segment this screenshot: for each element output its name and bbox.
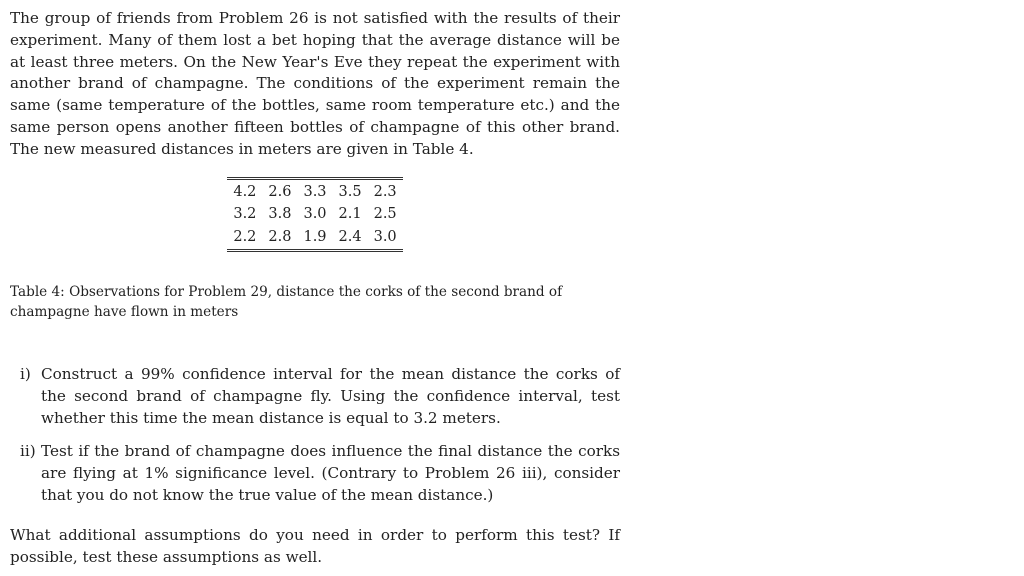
table-cell: 3.0 xyxy=(373,228,397,245)
intro-paragraph: The group of friends from Problem 26 is not satisfied with the results of their experiment. Many of them lost a bet hoping that the average distance will be at least three meters. On the New Year's Eve they repeat the experiment with another brand of champagne. The conditions of the experiment remain the same (same temperature of the bottles, same room temperature etc.) and the same person opens another fifteen bottles of champagne of this other brand. The new measured distances in meters are given in Table 4. xyxy=(10,9,620,158)
question-list xyxy=(10,364,620,507)
table-row xyxy=(227,203,402,226)
table-cell: 2.3 xyxy=(373,183,397,200)
table-cell: 2.8 xyxy=(268,228,292,245)
document-page xyxy=(10,8,620,568)
table-cell: 2.2 xyxy=(233,228,257,245)
table-cell: 2.5 xyxy=(373,206,397,223)
table-cell: 2.1 xyxy=(338,206,362,223)
table-row xyxy=(227,178,402,203)
observations-table xyxy=(227,177,402,253)
table-row xyxy=(227,226,402,251)
table-cell: 3.5 xyxy=(338,183,362,200)
table-cell: 3.8 xyxy=(268,206,292,223)
item-marker: i) xyxy=(20,365,31,384)
item-marker: ii) xyxy=(20,442,36,461)
table-cell: 3.2 xyxy=(233,206,257,223)
closing-paragraph: What additional assumptions do you need in order to perform this test? If possible, test these assumptions as well. xyxy=(10,525,620,566)
table-caption: Table 4: Observations for Problem 29, distance the corks of the second brand of champagne have flown in meters xyxy=(10,284,563,321)
table-container xyxy=(10,177,620,253)
list-item xyxy=(22,364,620,429)
item-text: Construct a 99% confidence interval for the mean distance the corks of the second brand of champagne fly. Using the confidence interval, test whether this time the mean distance is equal to 3.2 meters. xyxy=(41,365,620,427)
table-cell: 2.4 xyxy=(338,228,362,245)
list-item xyxy=(22,441,620,506)
table-cell: 3.3 xyxy=(303,183,327,200)
item-text: Test if the brand of champagne does influence the final distance the corks are flying at 1% significance level. (Contrary to Problem 26 iii), consider that you do not know the true value of the mean distance.) xyxy=(41,442,620,505)
table-cell: 3.0 xyxy=(303,206,327,223)
table-cell: 1.9 xyxy=(303,228,327,245)
table-cell: 2.6 xyxy=(268,183,292,200)
table-cell: 4.2 xyxy=(233,183,257,200)
